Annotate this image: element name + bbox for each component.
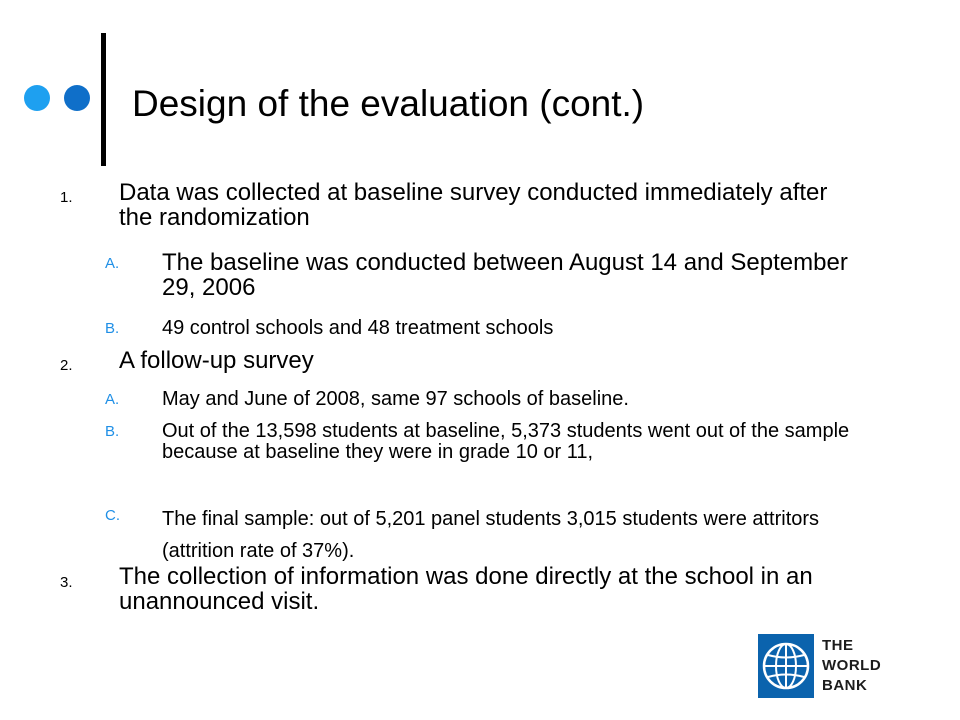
item-3-number: 3. — [60, 574, 73, 591]
item-2-number: 2. — [60, 357, 73, 374]
item-3-text: The collection of information was done directly at the school in an unannounced visit. — [119, 563, 813, 615]
item-1b-letter: B. — [105, 320, 120, 337]
item-2c-text: The final sample: out of 5,201 panel students 3,015 students were attritors (attrition rate of 37%). — [162, 508, 820, 562]
item-2b-text: Out of the 13,598 students at baseline, 5,373 students went out of the sample because at baseline they were in grade 10 or 11, — [162, 420, 850, 463]
world-bank-logo-text — [822, 636, 881, 696]
item-2-text: A follow-up survey — [119, 347, 314, 374]
slide-title: Design of the evaluation (cont.) — [132, 83, 645, 124]
logo-line-3: BANK — [822, 677, 868, 694]
logo-line-1: THE — [822, 637, 854, 654]
logo-line-2: WORLD — [822, 657, 882, 674]
decorative-dot-dark — [64, 85, 90, 111]
item-2c-letter: C. — [105, 507, 120, 524]
item-2a-letter: A. — [105, 391, 120, 408]
world-bank-logo — [758, 634, 888, 704]
decorative-dot-light — [24, 85, 50, 111]
globe-icon — [758, 634, 814, 698]
item-1a-letter: A. — [105, 255, 120, 272]
item-1-number: 1. — [60, 189, 73, 206]
item-1b-text: 49 control schools and 48 treatment schools — [162, 317, 554, 339]
item-1a-text: The baseline was conducted between August 14 and September 29, 2006 — [162, 249, 848, 301]
item-1-text: Data was collected at baseline survey conducted immediately after the randomization — [119, 179, 828, 231]
item-2a-text: May and June of 2008, same 97 schools of baseline. — [162, 388, 629, 410]
item-2b-letter: B. — [105, 423, 120, 440]
title-divider — [101, 33, 106, 166]
